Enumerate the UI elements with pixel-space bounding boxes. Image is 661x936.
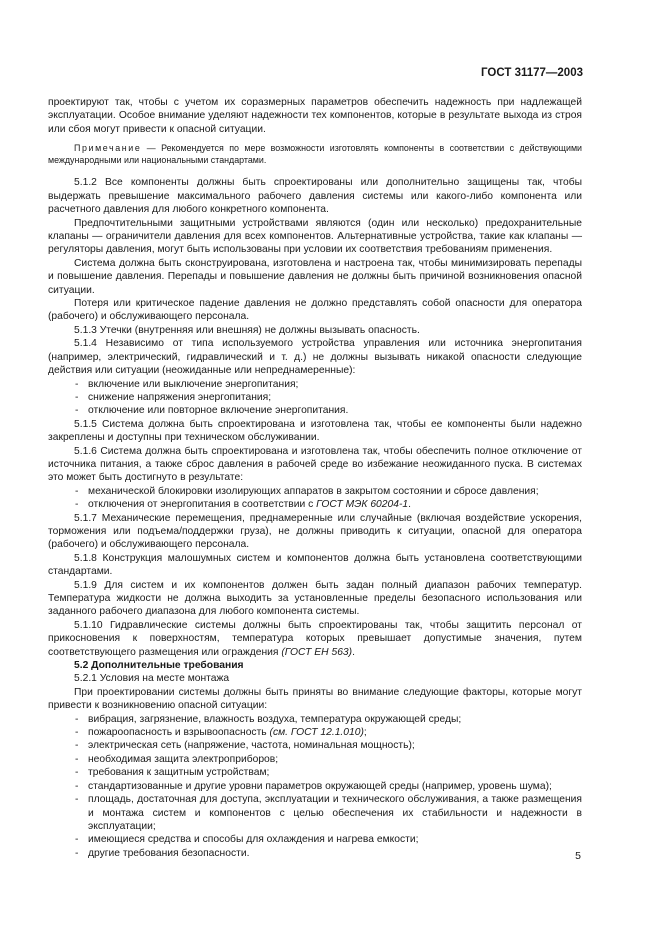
paragraph: Потеря или критическое падение давления не должно представлять собой опасности для оператора (рабочего) и обслуживающего персонала. [48,298,582,323]
clause-5-1-10: 5.1.10 Гидравлические системы должны быть спроектированы так, чтобы защитить персонал от прикосновения к поверхностям, температура которых превышает допустимые значения, путем соответствующего размещения или ограждения (ГОСТ ЕН 563). [48,619,582,658]
paragraph: Предпочтительными защитными устройствами являются (один или несколько) предохранительные клапаны — ограничители давления для всех компонентов. Альтернативные устройства, такие как клапаны — регуляторы давления, могут быть использованы при условии их соответствия требованиям применения. [48,217,582,256]
standard-reference: (см. ГОСТ 12.1.010) [269,727,364,739]
clause-5-1-9: 5.1.9 Для систем и их компонентов должен быть задан полный диапазон рабочих температур. Температура жидкости не должна выходить за установленные пределы безопасного использования или заданного рабочего диапазона для любого компонента системы. [48,579,582,618]
list-item: - стандартизованные и другие уровни параметров окружающей среды (например, уровень шума); [75,780,552,792]
list-item: - площадь, достаточная для доступа, эксплуатации и технического обслуживания, а также размещения и монтажа систем и компонентов с целью обеспечения их стабильности и надежности в эксплуатации; [75,794,582,832]
list-item: - электрическая сеть (напряжение, частота, номинальная мощность); [75,740,415,752]
page-number: 5 [575,850,581,862]
note-label: Примечание [74,143,142,154]
clause-5-1-7: 5.1.7 Механические перемещения, преднамеренные или случайные (включая воздействие ускорения, торможения или подъема/поддержки груза), не должны приводить к ситуации, опасной для оператора (рабочего) и обслуживающего персонала. [48,512,582,551]
standard-reference: (ГОСТ ЕН 563) [281,646,353,658]
list-item: - отключение или повторное включение энергопитания. [75,405,349,417]
list-item: - включение или выключение энергопитания; [75,378,299,390]
list-item: - другие требования безопасности. [75,847,250,859]
clause-5-1-8: 5.1.8 Конструкция малошумных систем и компонентов должна быть установлена соответствующими стандартами. [48,552,582,578]
document-number: ГОСТ 31177—2003 [481,67,583,79]
clause-5-1-4: 5.1.4 Независимо от типа используемого устройства управления или источника энергопитания (например, электрический, гидравлический и т. д.) не должны вызывать никакой опасности следующие действия или ситуации (неожиданные или непреднамеренные): [48,338,582,377]
list-item: - имеющиеся средства и способы для охлаждения и нагрева емкости; [75,834,419,846]
list-item: - отключения от энергопитания в соответствии с ГОСТ МЭК 60204-1. [75,499,411,511]
clause-5-1-2: 5.1.2 Все компоненты должны быть спроектированы или дополнительно защищены так, чтобы выдержать превышение максимального рабочего давления системы или какого-либо компонента или расчетного давления для любого конкретного компонента. [48,177,582,216]
note-text: — Рекомендуется по мере возможности изготовлять компоненты в соответствии с действующими международными или национальными стандартами. [48,143,582,165]
paragraph: проектируют так, чтобы с учетом их соразмерных параметров обеспечить надежность при надлежащей эксплуатации. Особое внимание уделяют надежности тех компонентов, которые в результате выхода из строя или сбоя могут привести к опасной ситуации. [48,97,582,135]
subsection-heading: 5.2.1 Условия на месте монтажа [74,673,230,685]
list-item: - вибрация, загрязнение, влажность воздуха, температура окружающей среды; [75,713,462,725]
clause-5-1-5: 5.1.5 Система должна быть спроектирована и изготовлена так, чтобы ее компоненты были надежно закреплены и доступны при техническом обслуживании. [48,418,582,444]
list-item: - требования к защитным устройствам; [75,767,270,779]
note [48,143,582,166]
clause-5-1-3: 5.1.3 Утечки (внутренняя или внешняя) не должны вызывать опасность. [74,324,420,336]
list-item: - снижение напряжения энергопитания; [75,391,272,403]
section-heading: 5.2 Дополнительные требования [74,660,244,672]
list-item: - пожароопасность и взрывоопасность (см. ГОСТ 12.1.010); [75,727,367,739]
page-body [48,96,582,860]
list-item: - необходимая защита электроприборов; [75,753,279,765]
paragraph: Система должна быть сконструирована, изготовлена и настроена так, чтобы минимизировать перепады и повышение давления. Перепады и повышение давления не должны быть причиной возникновения опасной ситуации. [48,257,582,296]
standard-reference: ГОСТ МЭК 60204-1 [316,499,409,511]
clause-5-1-6: 5.1.6 Система должна быть спроектирована и изготовлена так, чтобы обеспечить полное отключение от источника питания, а также сброс давления в рабочей среде во избежание неожиданного пуска. В системах это может быть достигнуто в результате: [48,445,582,484]
paragraph: При проектировании системы должны быть приняты во внимание следующие факторы, которые могут привести к возникновению опасной ситуации: [48,686,582,712]
list-item: - механической блокировки изолирующих аппаратов в закрытом состоянии и сбросе давления; [75,485,539,497]
